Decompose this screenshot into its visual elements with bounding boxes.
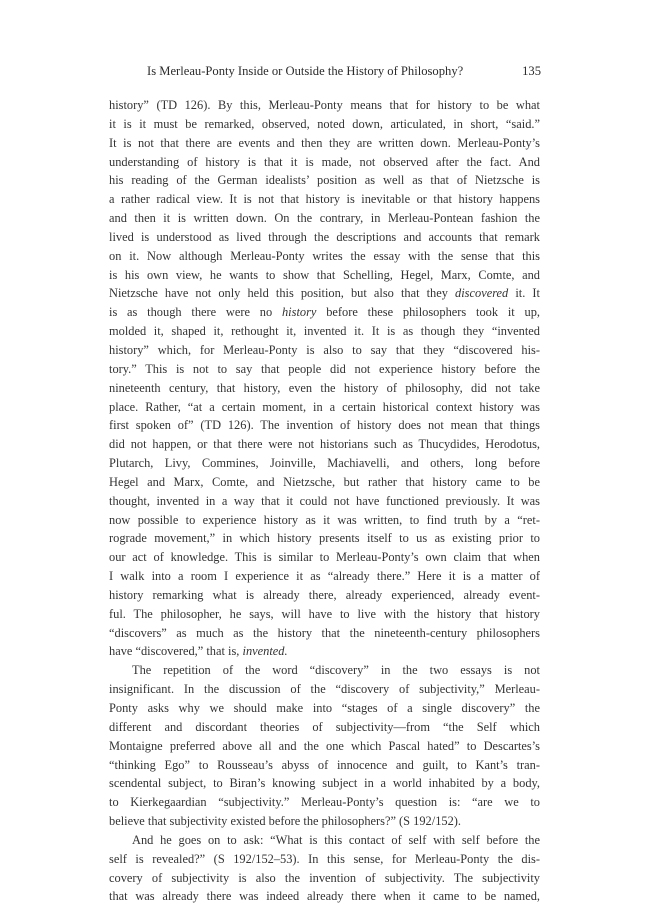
text-run: And he goes on to ask: “What is this contact of self with self before the xyxy=(132,832,540,847)
text-line xyxy=(109,737,540,756)
text-line xyxy=(109,322,540,341)
text-run: insignificant. In the discussion of the “discovery of subjectivity,” Merleau- xyxy=(109,682,540,697)
text-line xyxy=(109,435,540,454)
text-line xyxy=(109,416,540,435)
body-text xyxy=(109,96,540,906)
text-run: Hegel and Marx, Comte, and Nietzsche, but rather that history came to be xyxy=(109,474,540,489)
text-line xyxy=(109,398,540,417)
text-run: it is it must be remarked, observed, noted down, articulated, in short, “said.” xyxy=(109,116,540,131)
text-run: that was already there was indeed already there when it came to be named, xyxy=(109,889,540,904)
text-line xyxy=(109,115,540,134)
text-line xyxy=(109,379,540,398)
text-run: have “discovered,” that is, xyxy=(109,644,243,659)
text-run: Nietzsche have not only held this position, but also that they xyxy=(109,286,456,301)
text-line xyxy=(109,360,540,379)
text-run: believe that subjectivity existed before the philosophers?” (S 192/152). xyxy=(109,814,462,829)
text-run: before these philosophers took it up, xyxy=(316,305,540,320)
text-line xyxy=(109,454,540,473)
text-line xyxy=(109,153,540,172)
text-run: Ponty asks why we should make into “stages of a single discovery” the xyxy=(109,701,540,715)
text-run: on it. Now although Merleau-Ponty writes the essay with the sense that this xyxy=(109,248,540,263)
text-line xyxy=(109,209,540,228)
text-run: scendental subject, to Biran’s knowing subject in a world inhabited by a body, xyxy=(109,776,540,791)
text-run: The repetition of the word “discovery” in the two essays is not xyxy=(132,663,540,678)
text-line xyxy=(109,473,540,492)
text-line xyxy=(109,190,540,209)
text-run: history remarking what is already there, already experienced, already event- xyxy=(109,587,540,602)
running-title: Is Merleau-Ponty Inside or Outside the History of Philosophy? xyxy=(147,64,464,78)
text-line xyxy=(109,567,540,586)
page-number: 135 xyxy=(522,64,541,78)
text-run: a rather radical view. It is not that history is inevitable or that history happens xyxy=(109,192,540,207)
text-line xyxy=(109,341,540,360)
text-run: history” which, for Merleau-Ponty is also to say that they “discovered his- xyxy=(109,342,540,357)
text-line xyxy=(109,793,540,812)
text-run: Plutarch, Livy, Commines, Joinville, Machiavelli, and others, long before xyxy=(109,456,540,471)
text-run: ful. The philosopher, he says, will have to live with the history that history xyxy=(109,606,540,621)
text-run: different and discordant theories of subjectivity—from “the Self which xyxy=(109,719,540,734)
text-line xyxy=(109,869,540,888)
running-head xyxy=(147,64,541,80)
text-line xyxy=(109,887,540,906)
text-line xyxy=(109,266,540,285)
text-line xyxy=(109,756,540,775)
text-run: covery of subjectivity is also the invention of subjectivity. The subjectivity xyxy=(109,870,540,885)
text-run: understanding of history is that it is made, not observed after the fact. And xyxy=(109,154,540,169)
text-line xyxy=(109,228,540,247)
text-run: molded it, shaped it, rethought it, invented it. It is as though they “invented xyxy=(109,324,540,339)
italic-text-run: invented. xyxy=(242,644,288,659)
text-run: self is revealed?” (S 192/152–53). In this sense, for Merleau-Ponty the dis- xyxy=(109,851,540,866)
text-run: place. Rather, “at a certain moment, in a certain historical context history was xyxy=(109,399,540,414)
text-run: and then it is written down. On the contrary, in Merleau-Pontean fashion the xyxy=(109,211,540,226)
text-run: his reading of the German idealists’ position as well as that of Nietzsche is xyxy=(109,173,540,188)
text-line xyxy=(109,774,540,793)
text-line xyxy=(109,642,540,661)
text-line xyxy=(109,661,540,680)
text-line xyxy=(109,284,540,303)
text-line xyxy=(109,303,540,322)
text-line xyxy=(109,850,540,869)
text-run: first spoken of” (TD 126). The invention of history does not mean that things xyxy=(109,418,540,433)
text-line xyxy=(109,624,540,643)
text-run: it. It xyxy=(508,286,540,301)
text-run: is his own view, he wants to show that Schelling, Hegel, Marx, Comte, and xyxy=(109,267,540,282)
text-run: I walk into a room I experience it as “already there.” Here it is a matter of xyxy=(109,569,540,584)
text-run: now possible to experience history as it was written, to find truth by a “ret- xyxy=(109,512,540,527)
text-run: “discovers” as much as the history that the nineteenth-century philosophers xyxy=(109,625,540,640)
text-run: It is not that there are events and then they are written down. Merleau-Ponty’s xyxy=(109,135,540,150)
text-run: thought, invented in a way that it could not have functioned previously. It was xyxy=(109,493,540,508)
text-line xyxy=(109,96,540,115)
text-line xyxy=(109,247,540,266)
text-run: did not happen, or that there were not historians such as Thucydides, Herodotus, xyxy=(109,437,540,452)
italic-text-run: discovered xyxy=(455,286,509,301)
text-line xyxy=(109,134,540,153)
text-line xyxy=(109,680,540,699)
text-run: Montaigne preferred above all and the one which Pascal hated” to Descartes’s xyxy=(109,738,540,753)
text-line xyxy=(109,171,540,190)
text-line xyxy=(109,699,540,718)
text-line xyxy=(109,812,540,831)
text-run: history” (TD 126). By this, Merleau-Ponty means that for history to be what xyxy=(109,98,540,112)
text-run: lived is understood as lived through the descriptions and accounts that remark xyxy=(109,229,540,244)
text-run: is as though there were no xyxy=(109,305,282,320)
text-line xyxy=(109,548,540,567)
text-run: to Kierkegaardian “subjectivity.” Merleau-Ponty’s question is: “are we to xyxy=(109,795,540,810)
text-line xyxy=(109,605,540,624)
text-line xyxy=(109,492,540,511)
text-run: “thinking Ego” to Rousseau’s abyss of innocence and guilt, to Kant’s tran- xyxy=(109,757,540,772)
text-run: our act of knowledge. This is similar to Merleau-Ponty’s own claim that when xyxy=(109,550,540,565)
text-line xyxy=(109,529,540,548)
italic-text-run: history xyxy=(281,305,317,320)
text-line xyxy=(109,718,540,737)
text-run: tory.” This is not to say that people did not experience history before the xyxy=(109,361,540,376)
text-run: rograde movement,” in which history presents itself to us as existing prior to xyxy=(109,531,540,546)
text-line xyxy=(109,511,540,530)
text-line xyxy=(109,831,540,850)
text-run: nineteenth century, that history, even the history of philosophy, did not take xyxy=(109,380,540,395)
text-line xyxy=(109,586,540,605)
